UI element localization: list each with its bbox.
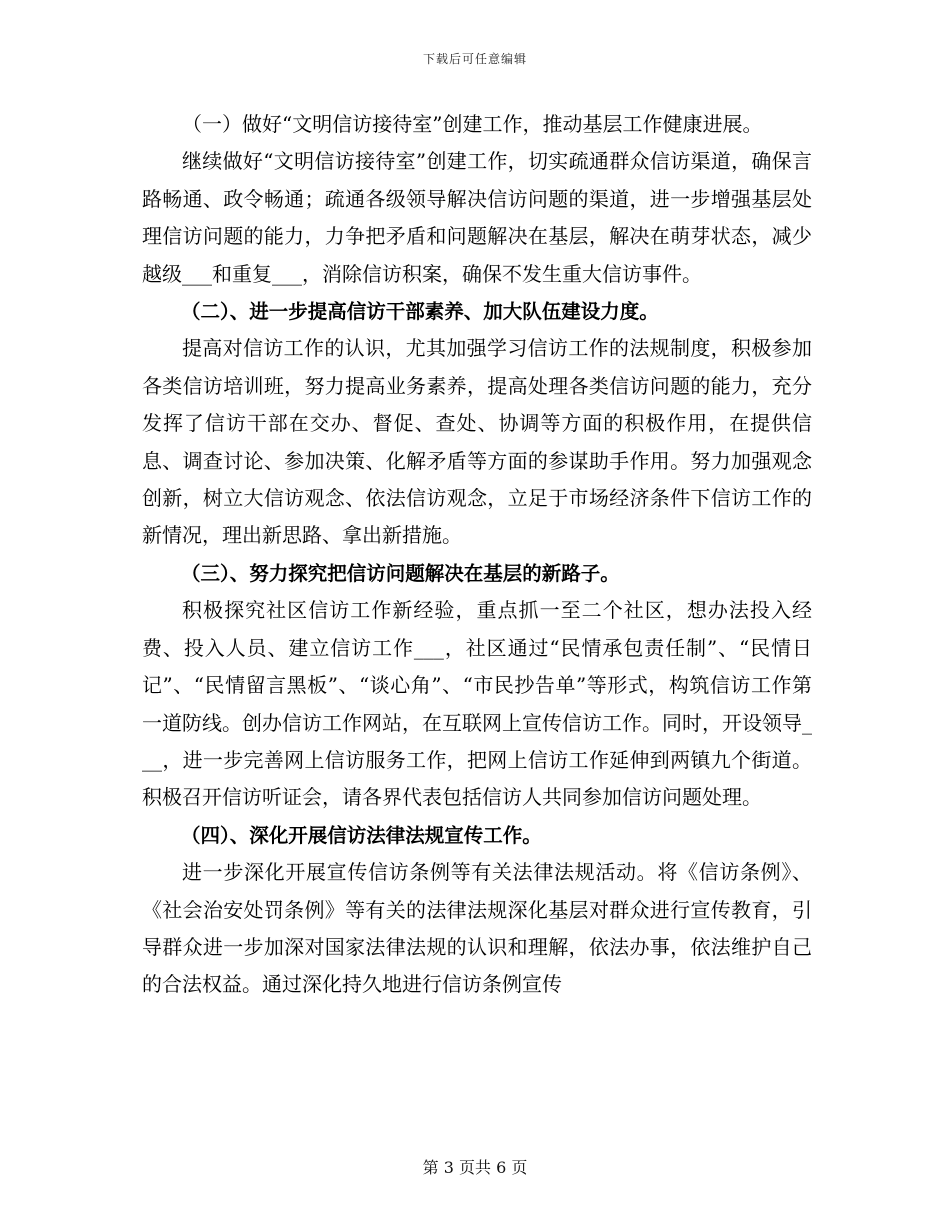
section-4-body: 进一步深化开展宣传信访条例等有关法律法规活动。将《信访条例》、《社会治安处罚条例》等有关的法律法规深化基层对群众进行宣传教育，引导群众进一步加深对国家法律法规的认识和理解，依法办事，依法维护自己的合法权益。通过深化持久地进行信访条例宣传 — [142, 860, 812, 997]
section-2-heading: （二）、进一步提高信访干部素养、加大队伍建设力度。 — [181, 300, 659, 324]
page-number-footer: 第 3 页共 6 页 — [422, 1158, 528, 1177]
section-4-heading: （四）、深化开展信访法律法规宣传工作。 — [181, 823, 542, 847]
section-2-body: 提高对信访工作的认识，尤其加强学习信访工作的法规制度，积极参加各类信访培训班，努力提高业务素养，提高处理各类信访问题的能力，充分发挥了信访干部在交办、督促、查处、协调等方面的积极作用，在提供信息、调查讨论、参加决策、化解矛盾等方面的参谋助手作用。努力加强观念创新，树立大信访观念、依法信访观念，立足于市场经济条件下信访工作的新情况，理出新思路、拿出新措施。 — [142, 336, 812, 548]
section-1-body: 继续做好“文明信访接待室”创建工作，切实疏通群众信访渠道，确保言路畅通、政令畅通；疏通各级领导解决信访问题的渠道，进一步增强基层处理信访问题的能力，力争把矛盾和问题解决在基层，解决在萌芽状态，减少越级___和重复___，消除信访积案，确保不发生重大信访事件。 — [142, 149, 812, 286]
document-body — [142, 106, 812, 1004]
section-3-body: 积极探究社区信访工作新经验，重点抓一至二个社区，想办法投入经费、投入人员、建立信访工作___，社区通过“民情承包责任制”、“民情日记”、“民情留言黑板”、“谈心角”、“市民抄告单”等形式，构筑信访工作第一道防线。创办信访工作网站，在互联网上宣传信访工作。同时，开设领导___，进一步完善网上信访服务工作，把网上信访工作延伸到两镇九个街道。积极召开信访听证会，请各界代表包括信访人共同参加信访问题处理。 — [142, 598, 812, 810]
section-1-heading: （一）做好“文明信访接待室”创建工作，推动基层工作健康进展。 — [182, 112, 763, 136]
section-3-heading: （三）、努力探究把信访问题解决在基层的新路子。 — [181, 561, 620, 585]
page-header: 下载后可任意编辑 — [422, 52, 527, 66]
